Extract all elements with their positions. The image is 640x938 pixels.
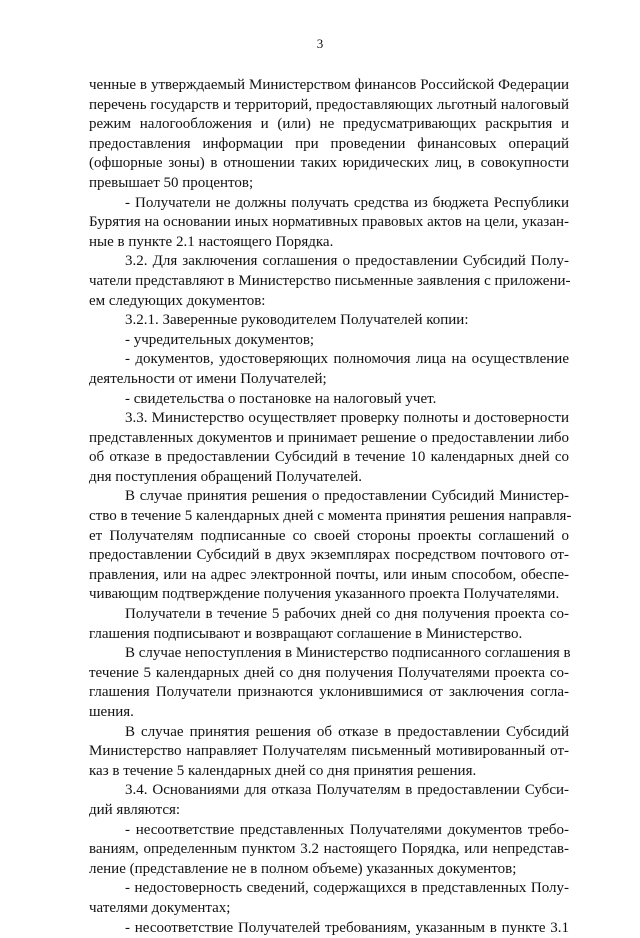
- text-line: дня поступления обращений Получателей.: [89, 468, 362, 485]
- text-line: В случае непоступления в Министерство подписанного соглашения в: [125, 645, 571, 662]
- text-line: - несоответствие представленных Получателями документов требо-: [125, 821, 569, 838]
- text-line: ваниям, определенным пунктом 3.2 настоящего Порядка, или непредстав-: [89, 841, 569, 858]
- text-line: - несоответствие Получателей требованиям, указанным в пункте 3.1: [125, 919, 569, 936]
- text-line: ченные в утверждаемый Министерством финансов Российской Федерации: [89, 77, 569, 93]
- text-line: ем следующих документов:: [89, 292, 266, 309]
- text-line: 3.2. Для заключения соглашения о предоставлении Субсидий Полу-: [125, 253, 569, 270]
- text-line: шения.: [89, 704, 134, 720]
- text-line: В случае принятия решения о предоставлении Субсидий Министер-: [125, 488, 569, 505]
- text-line: глашения подписывают и возвращают соглашение в Министерство.: [89, 625, 523, 642]
- text-line: чивающим подтверждение получения указанного проекта Получателями.: [89, 586, 560, 603]
- text-line: представленных документов и принимает решение о предоставлении либо: [89, 429, 569, 446]
- text-line: 3.4. Основаниями для отказа Получателям в предоставлении Субси-: [125, 782, 569, 799]
- text-line: - учредительных документов;: [125, 331, 315, 348]
- text-line: чателями документах;: [89, 899, 231, 916]
- page-number: 3: [316, 36, 324, 51]
- text-line: ет Получателям подписанные со своей стороны проекты соглашений о: [89, 527, 569, 544]
- text-line: В случае принятия решения об отказе в предоставлении Субсидий: [125, 723, 569, 740]
- text-line: режим налогообложения и (или) не предусматривающих раскрытия и: [89, 116, 569, 133]
- text-line: течение 5 календарных дней со дня получения Получателями проекта со-: [89, 664, 569, 681]
- text-line: перечень государств и территорий, предоставляющих льготный налоговый: [89, 96, 569, 113]
- text-line: ство в течение 5 календарных дней с момента принятия решения направля-: [89, 508, 572, 525]
- body-text: [89, 76, 572, 938]
- text-line: - свидетельства о постановке на налоговый учет.: [125, 390, 437, 407]
- text-line: - Получатели не должны получать средства из бюджета Республики: [125, 194, 569, 211]
- text-line: об отказе в предоставлении Субсидий в течение 10 календарных дней со: [89, 449, 569, 466]
- text-line: деятельности от имени Получателей;: [89, 370, 327, 387]
- text-line: - недостоверность сведений, содержащихся в представленных Полу-: [125, 880, 569, 897]
- text-line: предоставления информации при проведении финансовых операций: [89, 135, 569, 152]
- text-line: Получатели в течение 5 рабочих дней со дня получения проекта со-: [125, 606, 569, 623]
- text-line: глашения Получатели признаются уклонившимися от заключения согла-: [89, 684, 569, 701]
- text-line: дий являются:: [89, 801, 181, 818]
- text-line: ление (представление не в полном объеме) указанных документов;: [89, 860, 517, 877]
- text-line: - документов, удостоверяющих полномочия лица на осуществление: [125, 351, 569, 368]
- text-line: каз в течение 5 календарных дней со дня принятия решения.: [89, 762, 477, 779]
- text-line: 3.2.1. Заверенные руководителем Получателей копии:: [125, 312, 469, 329]
- text-line: правления, или на адрес электронной почты, или иным способом, обеспе-: [89, 566, 569, 583]
- text-line: ные в пункте 2.1 настоящего Порядка.: [89, 233, 334, 250]
- text-line: предоставлении Субсидий в двух экземплярах посредством почтового от-: [89, 547, 569, 564]
- text-line: чатели представляют в Министерство письменные заявления с приложени-: [89, 272, 571, 289]
- text-line: Министерство направляет Получателям письменный мотивированный от-: [89, 743, 569, 760]
- text-line: 3.3. Министерство осуществляет проверку полноты и достоверности: [125, 410, 569, 427]
- text-line: превышает 50 процентов;: [89, 174, 254, 191]
- text-line: (офшорные зоны) в отношении таких юридических лиц, в совокупности: [89, 155, 569, 172]
- text-line: Бурятия на основании иных нормативных правовых актов на цели, указан-: [89, 214, 569, 231]
